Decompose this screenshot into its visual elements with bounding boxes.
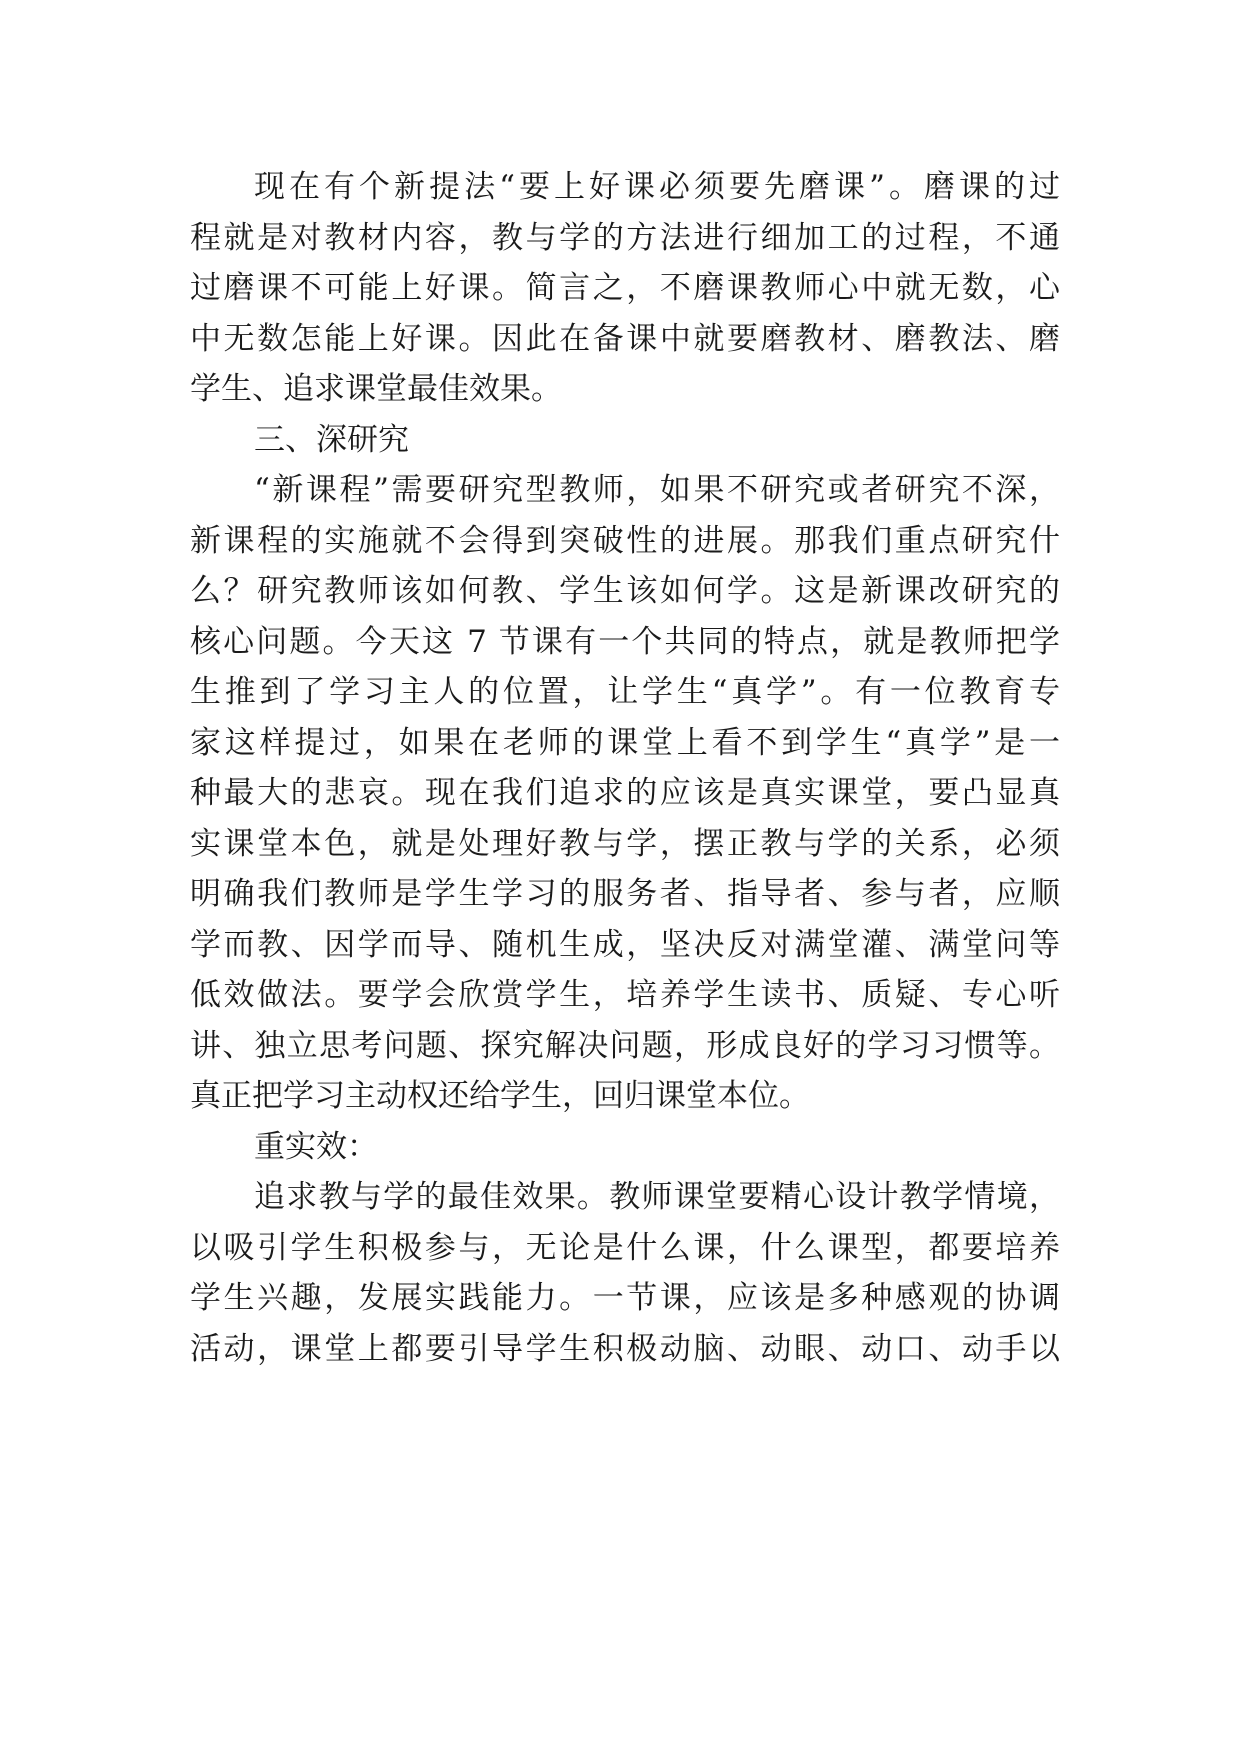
text-line: 生推到了学习主人的位置，让学生“真学”。有一位教育专 (190, 674, 1060, 710)
text-line: 新课程的实施就不会得到突破性的进展。那我们重点研究什 (190, 522, 1060, 559)
text-line: 学生、追求课堂最佳效果。 (190, 371, 562, 407)
text-line: 重实效： (254, 1128, 378, 1165)
text-line: 追求教与学的最佳效果。教师课堂要精心设计教学情境， (254, 1179, 1060, 1215)
text-line: 核心问题。今天这 7 节课有一个共同的特点，就是教师把学 (190, 623, 1060, 660)
text-line: 讲、独立思考问题、探究解决问题，形成良好的学习习惯等。 (190, 1027, 1060, 1064)
document-body (190, 162, 1060, 1374)
text-line: 中无数怎能上好课。因此在备课中就要磨教材、磨教法、磨 (190, 320, 1060, 357)
text-line: 明确我们教师是学生学习的服务者、指导者、参与者，应顺 (190, 876, 1060, 912)
text-line: 真正把学习主动权还给学生，回归课堂本位。 (190, 1078, 810, 1114)
text-line: “新课程”需要研究型教师，如果不研究或者研究不深， (254, 472, 1060, 508)
text-line: 低效做法。要学会欣赏学生，培养学生读书、质疑、专心听 (190, 977, 1060, 1013)
text-line: 程就是对教材内容，教与学的方法进行细加工的过程，不通 (190, 219, 1060, 256)
text-line: 活动，课堂上都要引导学生积极动脑、动眼、动口、动手以 (190, 1330, 1060, 1367)
text-line: 种最大的悲哀。现在我们追求的应该是真实课堂，要凸显真 (190, 775, 1060, 811)
text-line: 么？研究教师该如何教、学生该如何学。这是新课改研究的 (190, 573, 1060, 609)
text-line: 现在有个新提法“要上好课必须要先磨课”。磨课的过 (254, 169, 1060, 205)
text-line: 以吸引学生积极参与，无论是什么课，什么课型，都要培养 (190, 1229, 1060, 1266)
text-line: 学生兴趣，发展实践能力。一节课，应该是多种感观的协调 (190, 1280, 1060, 1316)
text-line: 实课堂本色，就是处理好教与学，摆正教与学的关系，必须 (190, 825, 1060, 862)
text-line: 三、深研究 (254, 421, 409, 458)
text-line: 学而教、因学而导、随机生成，坚决反对满堂灌、满堂问等 (190, 926, 1060, 963)
text-line: 家这样提过，如果在老师的课堂上看不到学生“真学”是一 (190, 724, 1060, 761)
text-line: 过磨课不可能上好课。简言之，不磨课教师心中就无数，心 (190, 270, 1060, 306)
